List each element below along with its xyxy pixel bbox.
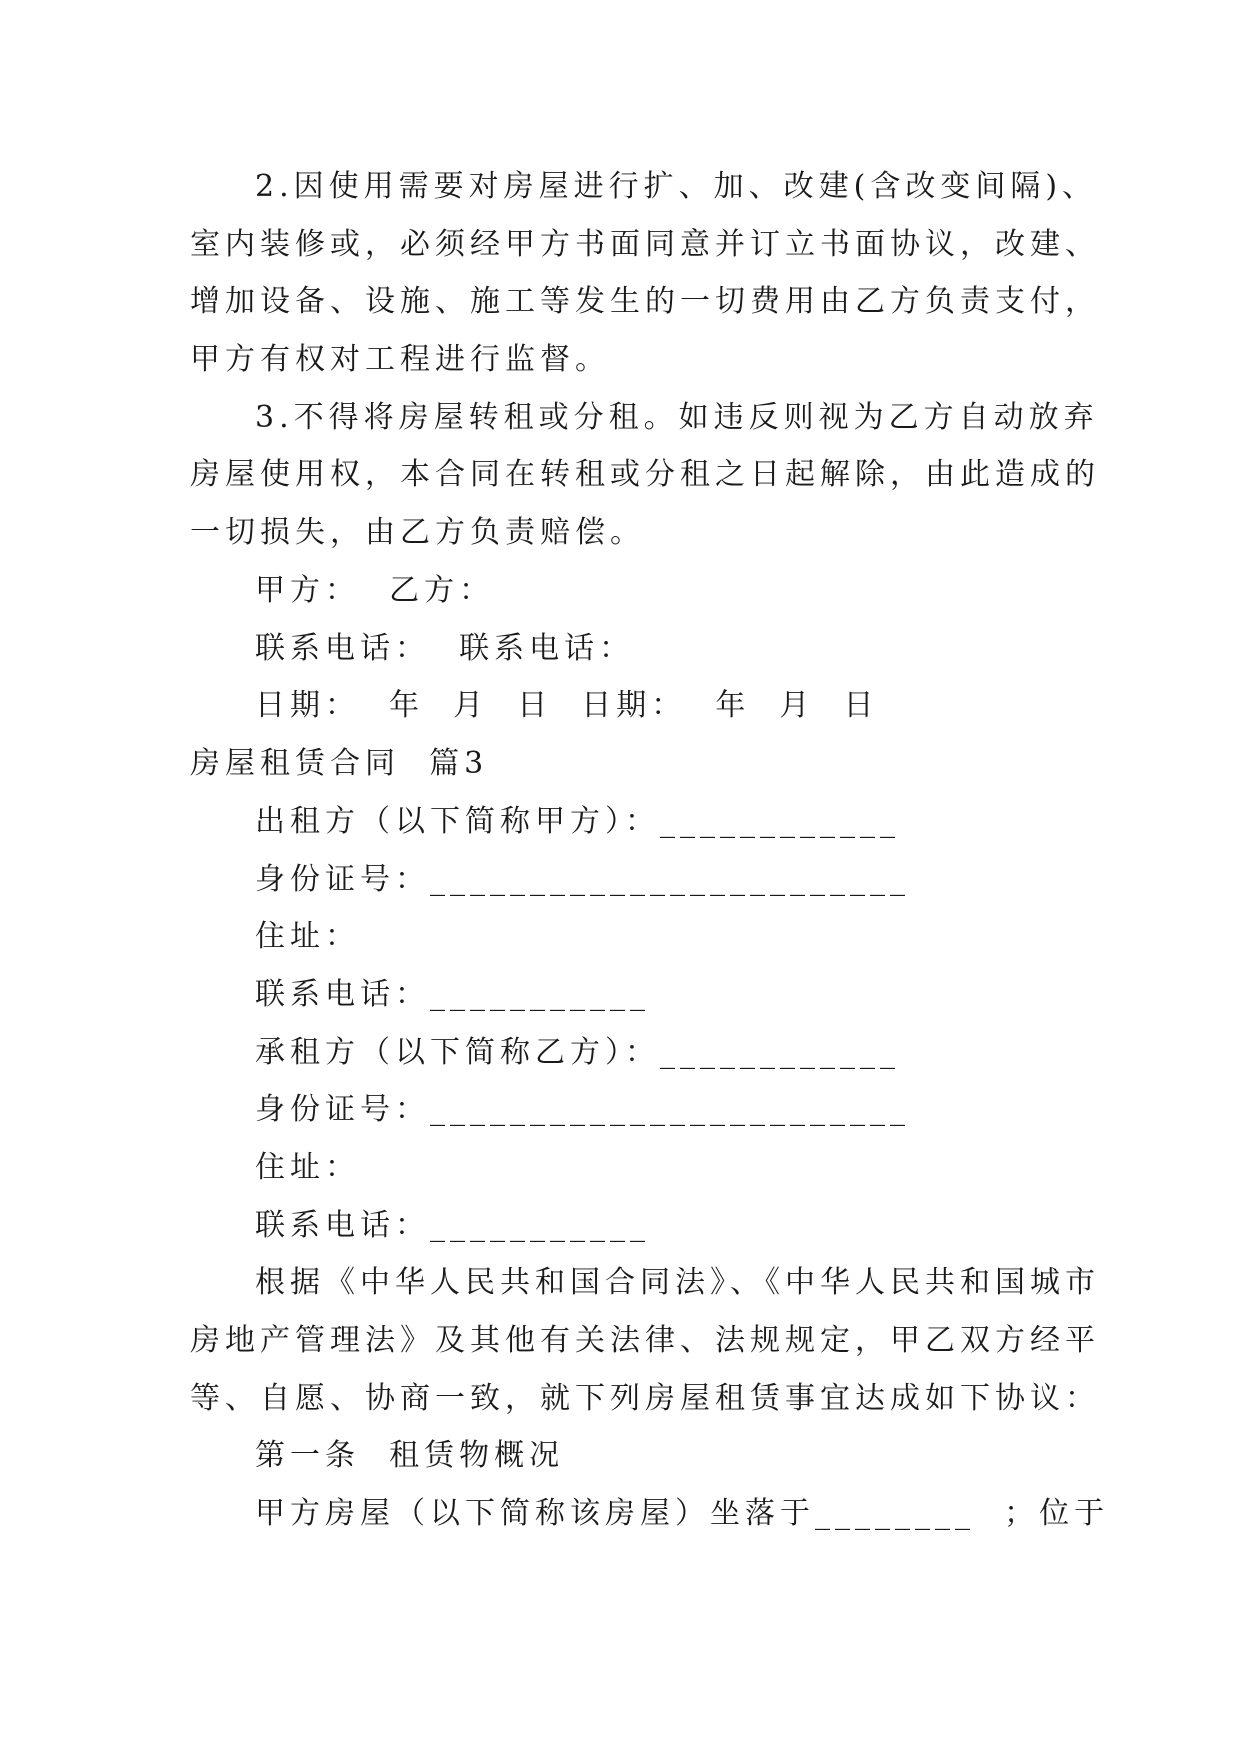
lessor-phone-field: 联系电话：___________	[255, 977, 650, 1012]
clause-2-line-4: 甲方有权对工程进行监督。	[190, 342, 610, 377]
lessee-phone-field: 联系电话：___________	[255, 1208, 650, 1243]
signature-dates: 日期： 年 月 日 日期： 年 月 日	[255, 688, 879, 723]
lessee-address-field: 住址：	[255, 1150, 360, 1185]
lessee-id-field: 身份证号：________________________	[255, 1092, 910, 1127]
lessor-id-field: 身份证号：________________________	[255, 862, 910, 897]
section-heading: 房屋租赁合同 篇3	[190, 746, 489, 781]
signature-parties: 甲方： 乙方：	[255, 573, 495, 608]
clause-3-line-1: 3.不得将房屋转租或分租。如违反则视为乙方自动放弃	[255, 400, 1099, 435]
lessor-name-field: 出租方（以下简称甲方）：____________	[255, 804, 900, 839]
article-1-line-1: 甲方房屋（以下简称该房屋）坐落于________ ；位于	[255, 1496, 1110, 1531]
preamble-line-3: 等、自愿、协商一致，就下列房屋租赁事宜达成如下协议：	[190, 1381, 1100, 1416]
clause-3-line-2: 房屋使用权，本合同在转租或分租之日起解除，由此造成的	[190, 457, 1100, 492]
lessee-name-field: 承租方（以下简称乙方）：____________	[255, 1035, 900, 1070]
clause-2-line-3: 增加设备、设施、施工等发生的一切费用由乙方负责支付，	[190, 284, 1100, 319]
clause-2-line-1: 2.因使用需要对房屋进行扩、加、改建(含改变间隔)、	[255, 169, 1098, 204]
lessor-address-field: 住址：	[255, 919, 360, 954]
preamble-line-2: 房地产管理法》及其他有关法律、法规规定，甲乙双方经平	[190, 1323, 1100, 1358]
article-1-heading: 第一条 租赁物概况	[255, 1438, 565, 1473]
clause-3-line-3: 一切损失，由乙方负责赔偿。	[190, 515, 645, 550]
signature-phones: 联系电话： 联系电话：	[255, 631, 635, 666]
clause-2-line-2: 室内装修或，必须经甲方书面同意并订立书面协议，改建、	[190, 227, 1100, 262]
preamble-line-1: 根据《中华人民共和国合同法》、《中华人民共和国城市	[255, 1265, 1100, 1300]
